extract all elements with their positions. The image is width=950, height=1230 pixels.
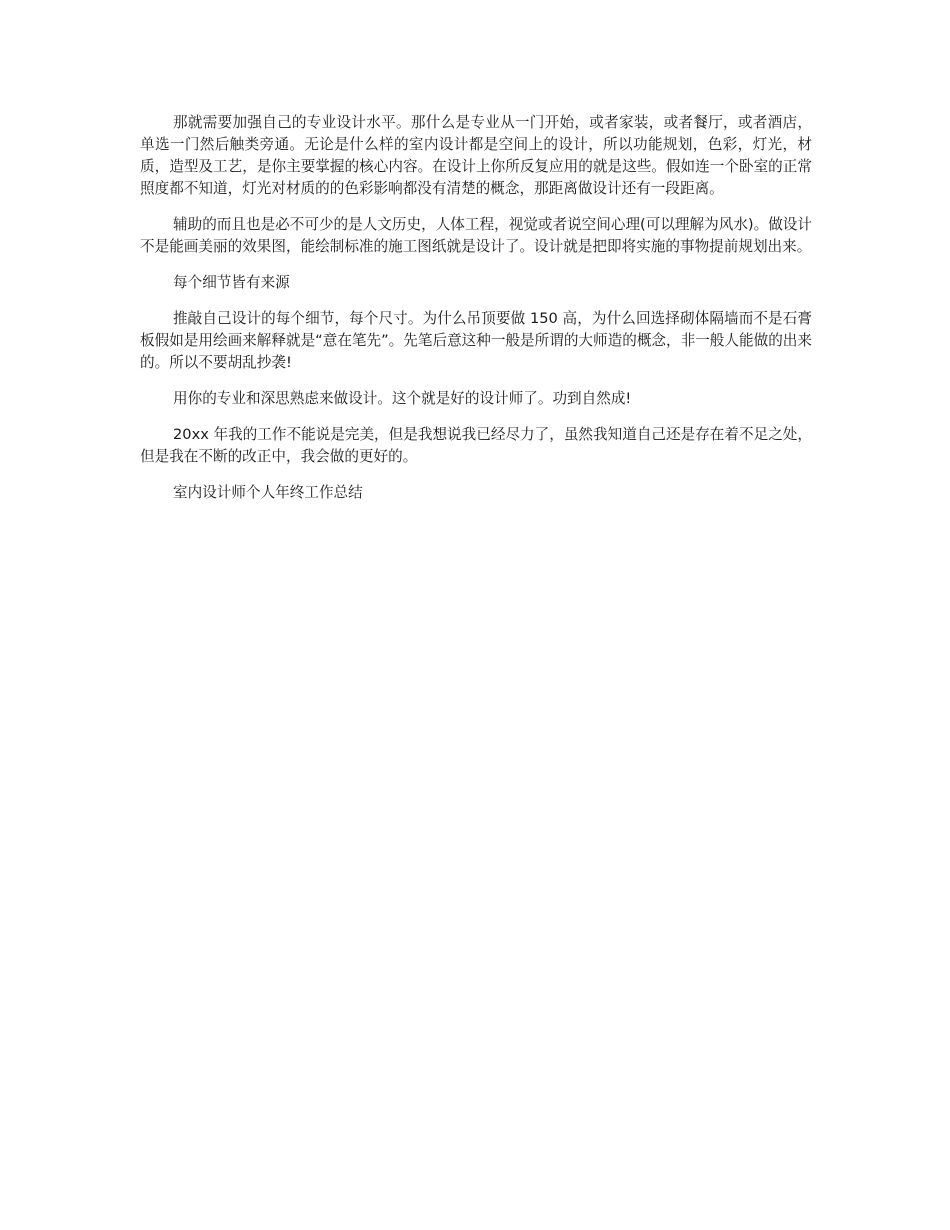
paragraph-detail-reasoning: 推敲自己设计的每个细节，每个尺寸。为什么吊顶要做 150 高，为什么回选择砌体隔墙而不是石膏板假如是用绘画来解释就是“意在笔先”。先笔后意这种一般是所谓的大师造的概念，非一般人能做的出来的。所以不要胡乱抄袭! [140, 310, 812, 371]
paragraph-design-skill: 那就需要加强自己的专业设计水平。那什么是专业从一门开始，或者家装，或者餐厅，或者酒店，单选一门然后触类旁通。无论是什么样的室内设计都是空间上的设计，所以功能规划，色彩，灯光，材质，造型及工艺，是你主要掌握的核心内容。在设计上你所反复应用的就是这些。假如连一个卧室的正常照度都不知道，灯光对材质的的色彩影响都没有清楚的概念，那距离做设计还有一段距离。 [140, 114, 812, 197]
document-body [140, 112, 812, 518]
paragraph-heading-details: 每个细节皆有来源 [173, 274, 290, 291]
paragraph-auxiliary-knowledge: 辅助的而且也是必不可少的是人文历史，人体工程，视觉或者说空间心理(可以理解为风水)。做设计不是能画美丽的效果图，能绘制标准的施工图纸就是设计了。设计就是把即将实施的事物提前规划出来。 [140, 216, 812, 255]
paragraph-year-summary: 20xx 年我的工作不能说是完美，但是我想说我已经尽力了，虽然我知道自己还是存在着不足之处，但是我在不断的改正中，我会做的更好的。 [140, 426, 812, 465]
paragraph-professional-design: 用你的专业和深思熟虑来做设计。这个就是好的设计师了。功到自然成! [173, 390, 632, 407]
paragraph-title-summary: 室内设计师个人年终工作总结 [173, 484, 363, 501]
